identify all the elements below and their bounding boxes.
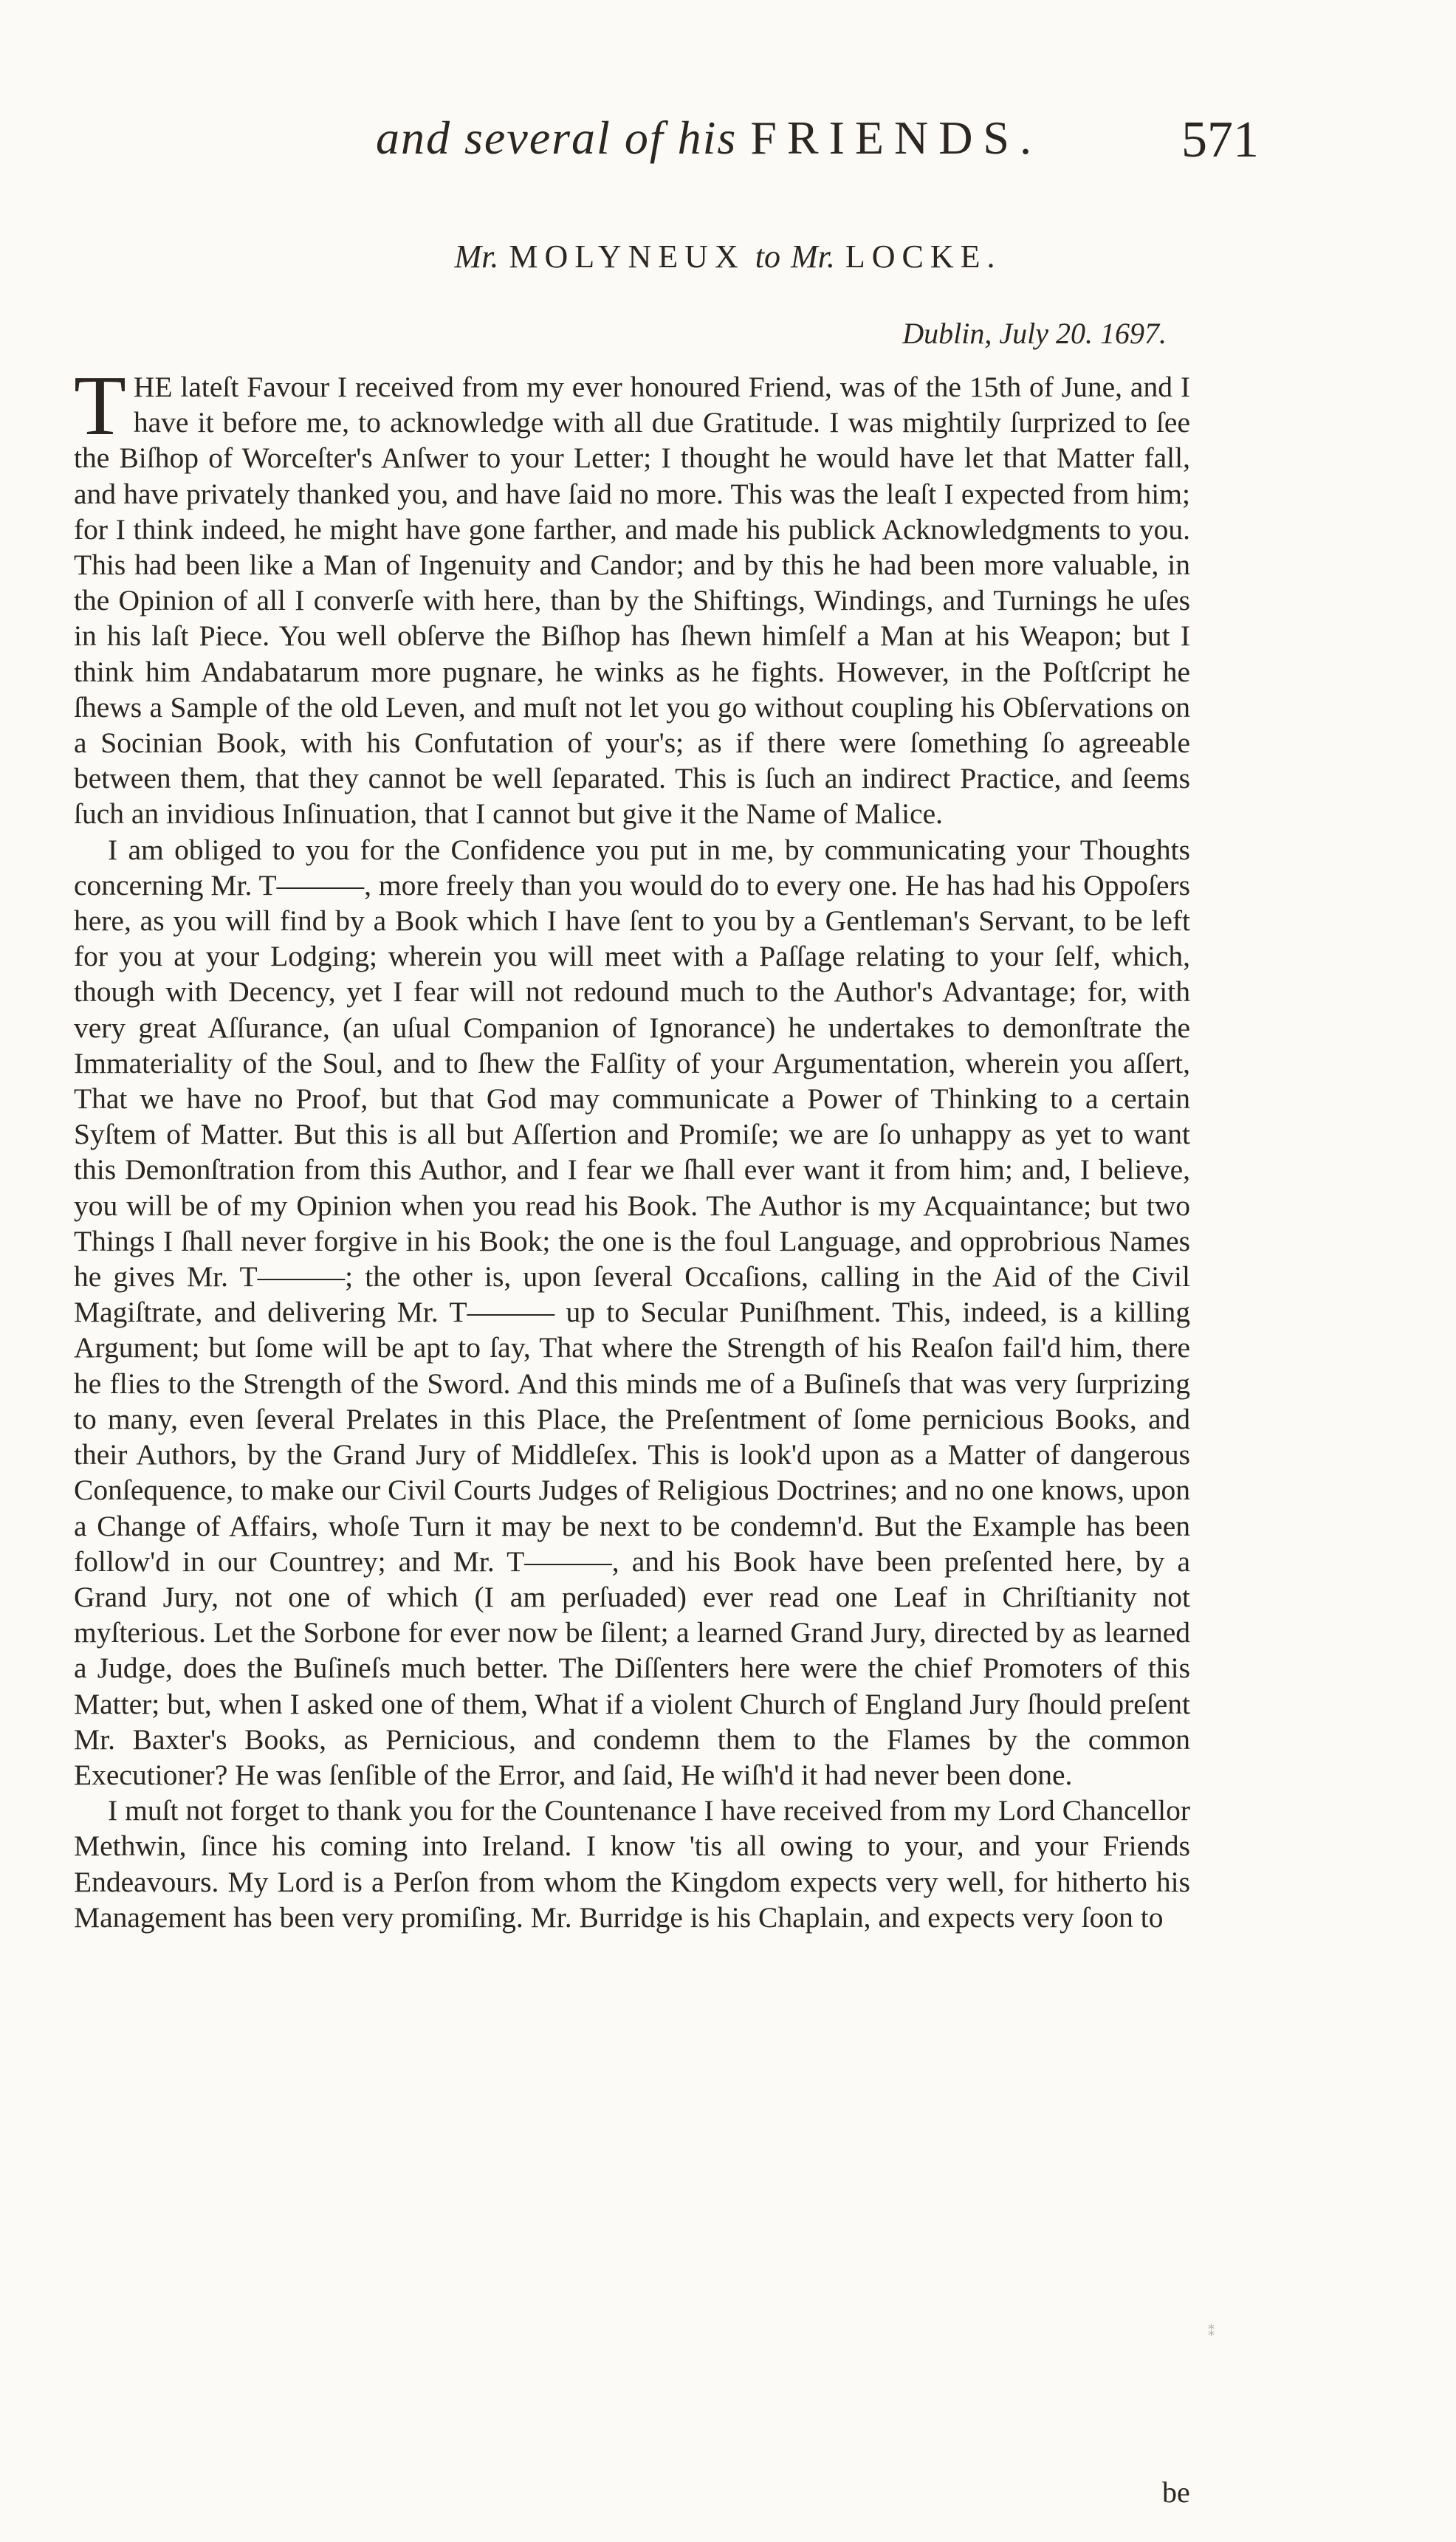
letter-body [74,359,1190,1935]
running-head-caps: FRIENDS. [750,111,1042,164]
page-number: 571 [1181,111,1259,168]
margin-mark: ⁑ [1208,2324,1215,2339]
title-sender: MOLYNEUX [509,238,745,275]
title-mr-2: Mr. [790,238,835,275]
drop-cap: T [74,359,126,453]
paragraph-3: I muſt not forget to thank you for the Countenance I have received from my Lord Chancellor Methwin, ſince his coming into Ireland. I know 'tis all owing to your, and your Friends Endeavours. My Lord is a Perſon from whom the Kingdom expects very well, for hitherto his Management has been very promiſing. Mr. Burridge is his Chaplain, and expects very ſoon to [74,1794,1190,1934]
title-recipient: LOCKE. [845,238,1002,275]
dateline: Dublin, July 20. 1697. [902,317,1167,350]
paragraph-1-text: HE lateſt Favour I received from my ever honoured Friend, was of the 15th of June, and I have it before me, to acknowledge with all due Gratitude. I was mightily ſurprized to ſee the Biſhop of Worceſter's Anſwer to your Letter; I thought he would have let that Matter fall, and have privately thanked you, and have ſaid no more. This was the leaſt I expected from him; for I think indeed, he might have gone farther, and made his publick Acknowledgments to you. This had been like a Man of Ingenuity and Candor; and by this he had been more valuable, in the Opinion of all I converſe with here, than by the Shiftings, Windings, and Turnings he uſes in his laſt Piece. You well obſerve the Biſhop has ſhewn himſelf a Man at his Weapon; but I think him Andabatarum more pugnare, he winks as he fights. However, in the Poſtſcript he ſhews a Sample of the old Leven, and muſt not let you go without coupling his Obſervations on a Socinian Book, with his Confutation of your's; as if there were ſomething ſo agreeable between them, that they cannot be well ſeparated. This is ſuch an indirect Practice, and ſeems ſuch an invidious Inſinuation, that I cannot but give it the Name of Malice. [74,371,1190,831]
running-head-italic: and several of his [376,111,738,164]
title-to: to [755,238,780,275]
title-mr-1: Mr. [454,238,499,275]
paragraph-1 [74,359,1190,832]
catchword: be [1162,2476,1190,2509]
letter-title [74,238,1382,275]
running-head [236,111,1181,165]
paragraph-2: I am obliged to you for the Confidence you put in me, by communicating your Thoughts concerning Mr. T———, more freely than you would do to every one. He has had his Oppoſers here, as you will find by a Book which I have ſent to you by a Gentleman's Servant, to be left for you at your Lodging; wherein you will meet with a Paſſage relating to your ſelf, which, though with Decency, yet I fear will not redound much to the Author's Advantage; for, with very great Aſſurance, (an uſual Companion of Ignorance) he undertakes to demonſtrate the Immateriality of the Soul, and to ſhew the Falſity of your Argumentation, wherein you aſſert, That we have no Proof, but that God may communicate a Power of Thinking to a certain Syſtem of Matter. But this is all but Aſſertion and Promiſe; we are ſo unhappy as yet to want this Demonſtration from this Author, and I fear we ſhall ever want it from him; and, I believe, you will be of my Opinion when you read his Book. The Author is my Acquaintance; but two Things I ſhall never forgive in his Book; the one is the foul Language, and opprobrious Names he gives Mr. T———; the other is, upon ſeveral Occaſions, calling in the Aid of the Civil Magiſtrate, and delivering Mr. T——— up to Secular Puniſhment. This, indeed, is a killing Argument; but ſome will be apt to ſay, That where the Strength of his Reaſon fail'd him, there he flies to the Strength of the Sword. And this minds me of a Buſineſs that was very ſurprizing to many, even ſeveral Prelates in this Place, the Preſentment of ſome pernicious Books, and their Authors, by the Grand Jury of Middleſex. This is look'd upon as a Matter of dangerous Conſequence, to make our Civil Courts Judges of Religious Doctrines; and no one knows, upon a Change of Affairs, whoſe Turn it may be next to be condemn'd. But the Example has been follow'd in our Countrey; and Mr. T———, and his Book have been preſented here, by a Grand Jury, not one of which (I am perſuaded) ever read one Leaf in Chriſtianity not myſterious. Let the Sorbone for ever now be ſilent; a learned Grand Jury, directed by as learned a Judge, does the Buſineſs much better. The Diſſenters here were the chief Promoters of this Matter; but, when I asked one of them, What if a violent Church of England Jury ſhould preſent Mr. Baxter's Books, as Pernicious, and condemn them to the Flames by the common Executioner? He was ſenſible of the Error, and ſaid, He wiſh'd it had never been done. [74,833,1190,1791]
